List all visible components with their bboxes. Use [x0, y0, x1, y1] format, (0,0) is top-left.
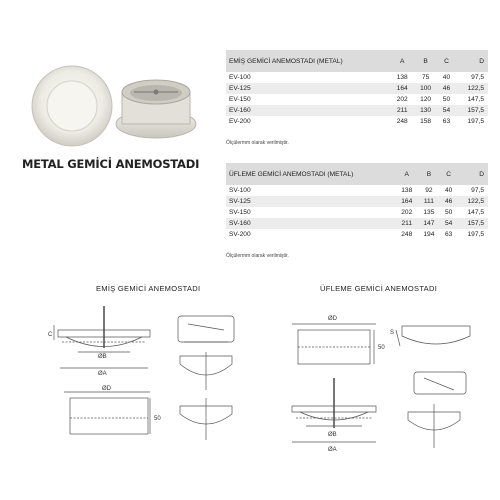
cell-a: 248 [396, 118, 408, 125]
cell-b: 92 [425, 187, 433, 194]
cell-model: SV-200 [229, 231, 251, 238]
cell-c: 63 [442, 118, 451, 125]
ufleme-diagram-title: ÜFLEME GEMİCİ ANEMOSTADI [320, 284, 438, 293]
cell-b: 194 [423, 231, 435, 238]
cell-b: 130 [414, 105, 437, 116]
cell-b: 100 [414, 83, 437, 94]
table-note: Ölçülermm olarak verilmiştir. [226, 253, 289, 259]
cell-c: 54 [440, 218, 457, 229]
cell-d: 97,5 [471, 74, 484, 81]
cell-d: 197,5 [467, 231, 484, 238]
ufleme-label-d: ØD [328, 316, 337, 322]
cell-b: 120 [420, 96, 432, 103]
header-d: D [456, 50, 488, 72]
emis-label-d: ØD [102, 386, 111, 392]
ufleme-lower-right-detail [408, 404, 460, 448]
ufleme-label-b: ØB [328, 432, 337, 438]
cell-model: EV-150 [229, 96, 251, 103]
cell-c: 46 [437, 83, 455, 94]
header-d: D [457, 163, 488, 185]
cell-a: 248 [401, 231, 413, 238]
cell-a: 138 [401, 187, 413, 194]
emis-lower-section [64, 392, 150, 434]
cell-c: 50 [444, 209, 453, 216]
header-c: C [440, 163, 457, 185]
cell-a: 211 [391, 105, 414, 116]
emis-label-b: ØB [98, 354, 107, 360]
header-c: C [437, 50, 455, 72]
cell-d: 157,5 [456, 105, 488, 116]
cell-d: 97,5 [471, 187, 484, 194]
cell-c: 40 [444, 187, 453, 194]
cell-c: 50 [442, 96, 451, 103]
emis-diagram-title: EMİŞ GEMİCİ ANEMOSTADI [96, 284, 201, 293]
cell-b: 75 [421, 74, 430, 81]
cell-d: 147,5 [467, 96, 484, 103]
cell-d: 122,5 [457, 196, 488, 207]
cell-b: 147 [418, 218, 440, 229]
emis-label-c: C [48, 332, 53, 338]
ufleme-label-s: S [390, 330, 395, 336]
cell-model: SV-160 [226, 218, 396, 229]
cell-d: 157,5 [457, 218, 488, 229]
cell-a: 202 [396, 96, 408, 103]
product-title: METAL GEMİCİ ANEMOSTADI [22, 157, 200, 171]
cell-d: 147,5 [467, 209, 484, 216]
cell-a: 211 [396, 218, 418, 229]
cell-model: EV-125 [226, 83, 391, 94]
cell-b: 158 [420, 118, 432, 125]
cell-model: SV-125 [226, 196, 396, 207]
emis-detail-bottom [180, 352, 232, 390]
ufleme-top-right-detail [396, 326, 470, 346]
emis-label-a: ØA [98, 371, 107, 377]
cell-a: 138 [396, 74, 408, 81]
header-name: EMİŞ GEMİCİ ANEMOSTADI (METAL) [226, 50, 391, 72]
emis-label-50: 50 [154, 416, 161, 422]
header-a: A [396, 163, 418, 185]
header-b: B [414, 50, 437, 72]
cell-c: 63 [444, 231, 453, 238]
cell-model: EV-200 [229, 118, 251, 125]
ufleme-top-section [292, 324, 376, 364]
header-b: B [418, 163, 440, 185]
cell-b: 135 [423, 209, 435, 216]
cell-a: 202 [401, 209, 413, 216]
cell-b: 111 [418, 196, 440, 207]
cell-d: 122,5 [456, 83, 488, 94]
ufleme-mid-right-detail [414, 372, 466, 394]
header-name: ÜFLEME GEMİCİ ANEMOSTADI (METAL) [226, 163, 396, 185]
cell-a: 164 [396, 196, 418, 207]
cell-c: 40 [442, 74, 451, 81]
ufleme-label-a: ØA [328, 447, 337, 453]
ufleme-label-50: 50 [378, 345, 385, 351]
emis-detail-top [178, 316, 234, 342]
cell-a: 164 [391, 83, 414, 94]
cell-d: 197,5 [467, 118, 484, 125]
cell-c: 54 [437, 105, 455, 116]
cell-model: EV-100 [229, 74, 251, 81]
cell-model: SV-150 [229, 209, 251, 216]
emis-lower-right-detail [180, 398, 232, 440]
cell-model: SV-100 [229, 187, 251, 194]
cell-model: EV-160 [226, 105, 391, 116]
header-a: A [391, 50, 414, 72]
cell-c: 46 [440, 196, 457, 207]
table-note: Ölçülermm olarak verilmiştir. [226, 140, 289, 146]
